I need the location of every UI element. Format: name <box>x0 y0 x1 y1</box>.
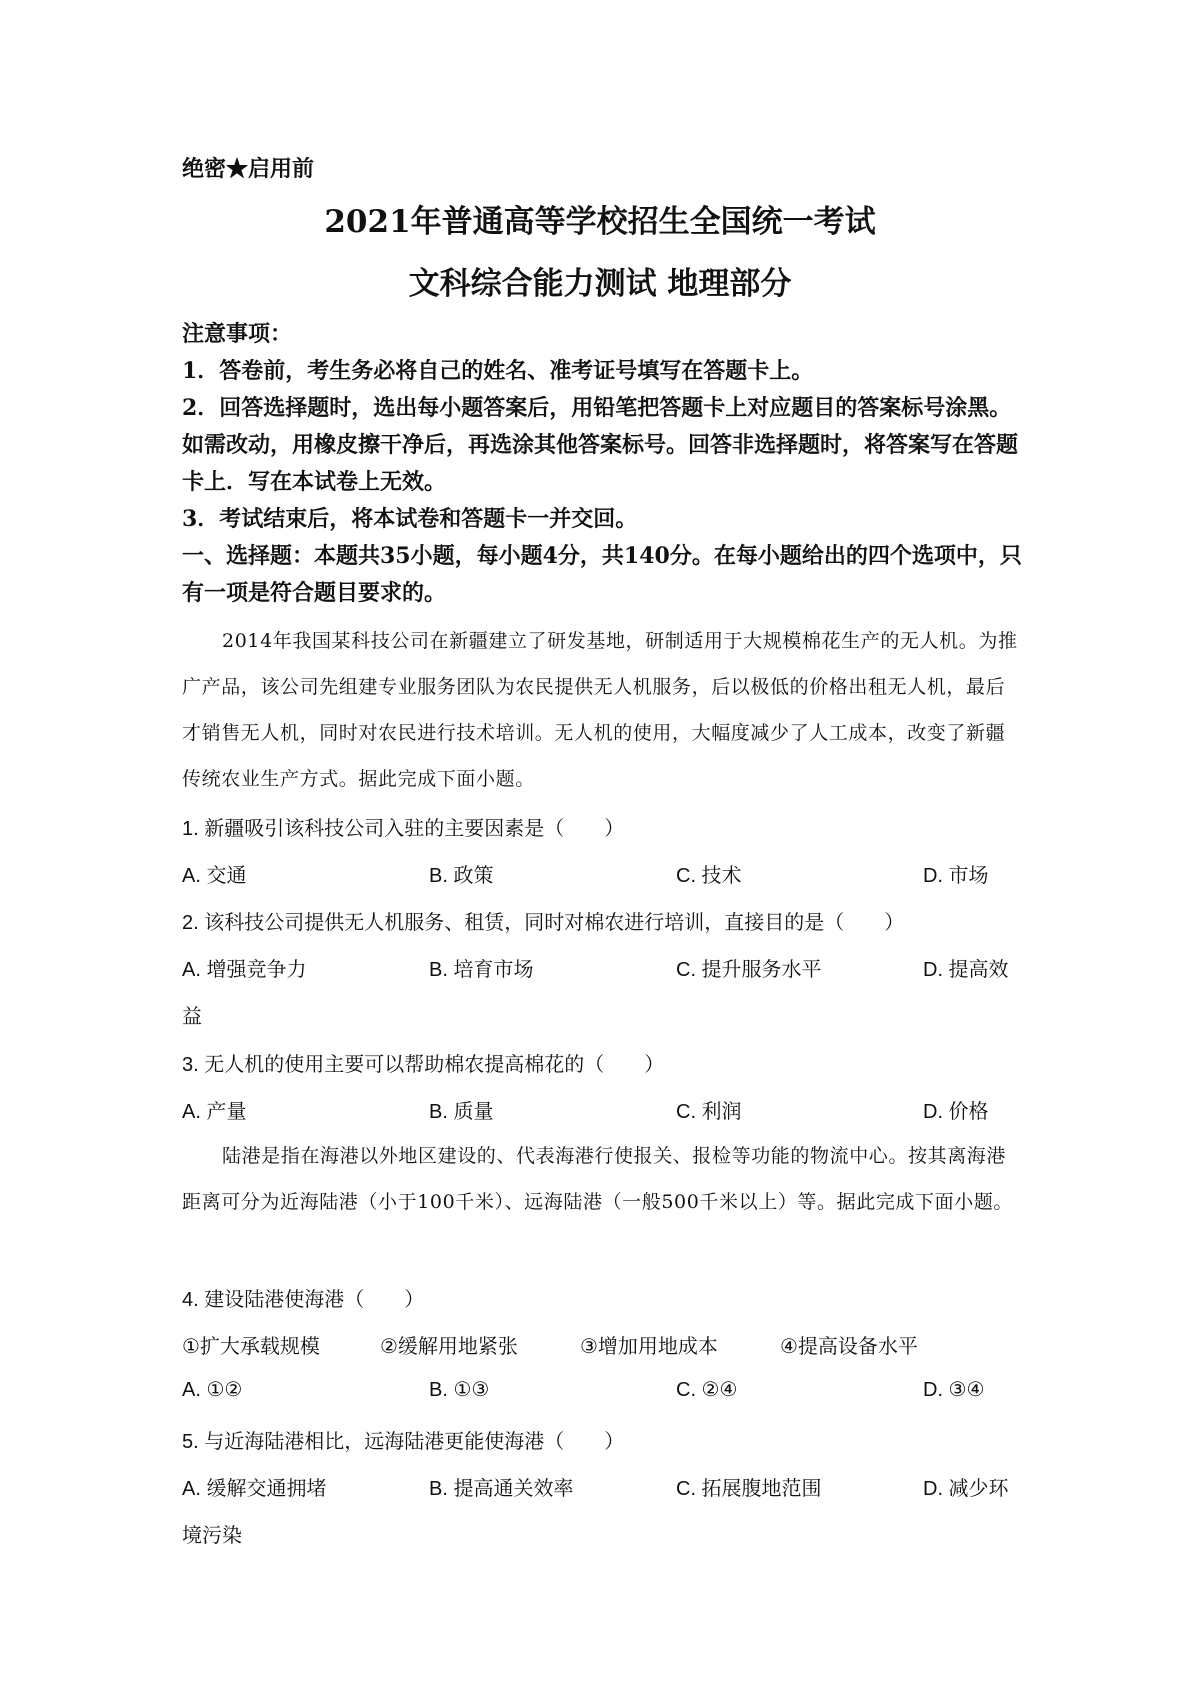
notes-item-3: 3．考试结束后，将本试卷和答题卡一并交回。 <box>182 506 638 532</box>
q1-option-b: B. 政策 <box>429 865 494 887</box>
q3-option-a: A. 产量 <box>182 1101 247 1123</box>
q4-option-c: C. ②④ <box>676 1379 738 1401</box>
q4-option-a: A. ①② <box>182 1379 243 1401</box>
q2-option-c: C. 提升服务水平 <box>676 959 822 981</box>
q4-statement-4: ④提高设备水平 <box>780 1336 918 1358</box>
notes-item-1: 1．答卷前，考生务必将自己的姓名、准考证号填写在答题卡上。 <box>182 358 814 384</box>
q4-statement-1: ①扩大承载规模 <box>182 1336 320 1358</box>
q5-option-c: C. 拓展腹地范围 <box>676 1478 822 1500</box>
exam-title: 2021年普通高等学校招生全国统一考试 <box>324 204 876 240</box>
q2-option-b: B. 培育市场 <box>429 959 534 981</box>
q1-option-a: A. 交通 <box>182 865 247 887</box>
passage-2 <box>182 1133 1022 1225</box>
q5-option-a: A. 缓解交通拥堵 <box>182 1478 327 1500</box>
q4-option-b: B. ①③ <box>429 1379 490 1401</box>
exam-subtitle: 文科综合能力测试 地理部分 <box>408 266 792 302</box>
q1-option-d: D. 市场 <box>923 865 989 887</box>
q2-option-a: A. 增强竞争力 <box>182 959 307 981</box>
secret-mark: 绝密★启用前 <box>182 156 315 182</box>
q2-option-d-continued: 益 <box>182 1006 202 1028</box>
q5-option-d: D. 减少环 <box>923 1478 1009 1500</box>
q5-option-b: B. 提高通关效率 <box>429 1478 574 1500</box>
q4-option-d: D. ③④ <box>923 1379 985 1401</box>
question-1-stem: 1. 新疆吸引该科技公司入驻的主要因素是（ ） <box>182 818 625 840</box>
q3-option-d: D. 价格 <box>923 1101 989 1123</box>
q4-statement-3: ③增加用地成本 <box>580 1336 718 1358</box>
q3-option-c: C. 利润 <box>676 1101 742 1123</box>
question-2-stem: 2. 该科技公司提供无人机服务、租赁，同时对棉农进行培训，直接目的是（ ） <box>182 912 905 934</box>
passage-2-text: 陆港是指在海港以外地区建设的、代表海港行使报关、报检等功能的物流中心。按其离海港距离可分为近海陆港（小于100千米）、远海陆港（一般500千米以上）等。据此完成下面小题。 <box>182 1145 1014 1213</box>
passage-1-text: 2014年我国某科技公司在新疆建立了研发基地，研制适用于大规模棉花生产的无人机。为推广产品，该公司先组建专业服务团队为农民提供无人机服务，后以极低的价格出租无人机，最后才销售无人机，同时对农民进行技术培训。无人机的使用，大幅度减少了人工成本，改变了新疆传统农业生产方式。据此完成下面小题。 <box>182 630 1018 790</box>
notes-item-2: 2．回答选择题时，选出每小题答案后，用铅笔把答题卡上对应题目的答案标号涂黑。如需改动，用橡皮擦干净后，再选涂其他答案标号。回答非选择题时，将答案写在答题卡上．写在本试卷上无效。 <box>182 395 1019 495</box>
q3-option-b: B. 质量 <box>429 1101 494 1123</box>
notes-block <box>182 316 1022 612</box>
section-heading: 一、选择题：本题共35小题，每小题4分，共140分。在每小题给出的四个选项中，只有一项是符合题目要求的。 <box>182 543 1022 606</box>
q5-option-d-continued: 境污染 <box>182 1525 242 1547</box>
question-3-stem: 3. 无人机的使用主要可以帮助棉农提高棉花的（ ） <box>182 1054 665 1076</box>
notes-heading: 注意事项： <box>182 321 293 347</box>
q4-statement-2: ②缓解用地紧张 <box>380 1336 518 1358</box>
q1-option-c: C. 技术 <box>676 865 742 887</box>
question-5-stem: 5. 与近海陆港相比，远海陆港更能使海港（ ） <box>182 1431 625 1453</box>
passage-1 <box>182 618 1022 802</box>
question-4-stem: 4. 建设陆港使海港（ ） <box>182 1289 425 1311</box>
q2-option-d: D. 提高效 <box>923 959 1009 981</box>
